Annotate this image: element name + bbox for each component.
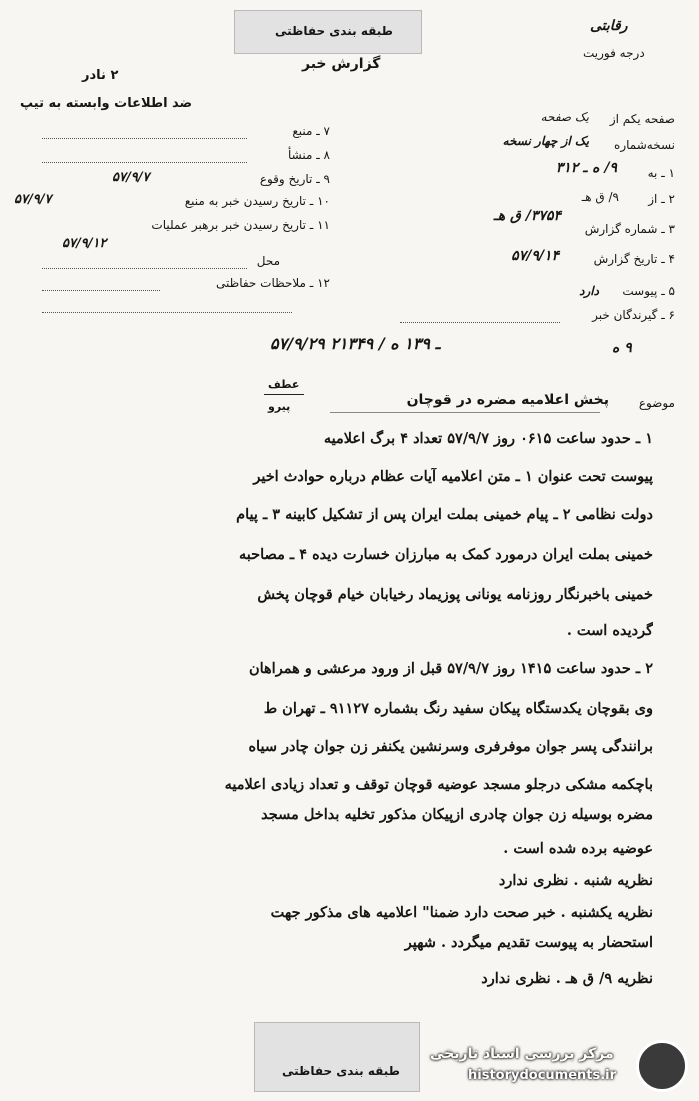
- field-leader-arrival-label: ۱۱ ـ تاریخ رسیدن خبر برهبر عملیات: [151, 218, 330, 232]
- field-source: ۷ ـ منبع: [292, 124, 330, 138]
- field-from-label: ۲ ـ از: [648, 192, 675, 206]
- archive-logo-url: historydocuments.ir: [468, 1068, 617, 1083]
- classification-label-bottom: طبقه بندی حفاظتی: [282, 1064, 400, 1078]
- body-line: نظریه شنبه . نظری ندارد: [498, 872, 653, 889]
- body-line: ۱ ـ حدود ساعت ۰۶۱۵ روز ۵۷/۹/۷ تعداد ۴ برگ اعلامیه: [323, 430, 653, 447]
- body-line: برانندگی پسر جوان موفرفری وسرنشین یکنفر زن جوان چادر سیاه: [248, 738, 653, 755]
- field-origin: ۸ ـ منشأ: [287, 148, 330, 162]
- field-copy-label: نسخه‌شماره: [614, 138, 675, 152]
- priority-handwritten: رقابتی: [590, 18, 628, 34]
- field-copy-value: یک از چهار نسخه: [502, 134, 589, 148]
- body-line: عوضیه برده شده است .: [503, 840, 653, 857]
- archive-logo-icon: [636, 1040, 688, 1092]
- subject-value: پخش اعلامیه مضره در قوچان: [406, 392, 609, 408]
- field-to-label: ۱ ـ به: [647, 166, 675, 180]
- archive-logo-text: مرکز بررسی اسناد تاریخی: [430, 1046, 614, 1062]
- field-recipients-label: ۶ ـ گیرندگان خبر: [592, 308, 675, 322]
- subject-label: موضوع: [638, 396, 675, 410]
- priority-label: درجه فوریت: [583, 46, 645, 60]
- field-source-arrival-value: ۵۷/۹/۷: [14, 192, 52, 207]
- atf-label: عطف: [268, 378, 300, 391]
- peyrow-label: پیرو: [268, 400, 291, 413]
- classification-label-top: طبقه بندی حفاظتی: [275, 24, 393, 38]
- handwritten-date-note: ۲ نادر: [82, 68, 119, 83]
- field-attachment-value: دارد: [579, 284, 599, 298]
- field-from-value: ۹/ ق هـ: [581, 190, 619, 204]
- field-origin-line: [42, 162, 247, 163]
- field-leader-arrival-value: ۵۷/۹/۱۲: [62, 236, 107, 251]
- field-report-date-value: ۵۷/۹/۱۴: [511, 248, 559, 264]
- body-line: باچکمه مشکی درجلو مسجد عوضیه قوچان توقف و تعداد زیادی اعلامیه: [224, 776, 653, 793]
- body-line: خمینی باخبرنگار روزنامه یونانی پوزیماد رخیابان خیام قوچان پخش: [257, 586, 653, 603]
- reference-suffix: ۹ ه: [612, 340, 632, 356]
- field-recipients-line: [400, 322, 560, 323]
- field-to-value: ۹/ ه ـ ۳۱۲: [555, 160, 617, 176]
- body-line: وی بقوچان یکدستگاه پیکان سفید رنگ بشماره ۹۱۱۲۷ ـ تهران ط: [263, 700, 653, 717]
- unit-subtitle: ضد اطلاعات وابسته به تیپ: [20, 96, 193, 111]
- body-line: استحضار به پیوست تقدیم میگردد . شهپر: [404, 934, 653, 951]
- field-page-label: صفحه یکم از: [609, 112, 675, 126]
- classification-stamp-bottom: [254, 1022, 420, 1092]
- body-line: گردیده است .: [566, 622, 653, 639]
- document-title: گزارش خبر: [302, 56, 381, 72]
- field-report-number-label: ۳ ـ شماره گزارش: [584, 222, 675, 236]
- field-source-line: [42, 138, 247, 139]
- body-line: خمینی بملت ایران درمورد کمک به مبارزان خسارت دیده ۴ ـ مصاحبه: [239, 546, 653, 563]
- field-occurrence-date-value: ۵۷/۹/۷: [112, 170, 150, 185]
- field-location-label: محل: [256, 254, 280, 268]
- reference-number-handwritten: ۵۷/۹/۲۹ ـ ۱۳۹ ه / ۲۱۳۴۹: [270, 334, 441, 353]
- field-page-value: یک صفحه: [540, 110, 589, 124]
- body-line: مضره بوسیله زن جوان چادری ازپیکان مذکور تخلیه بداخل مسجد: [261, 806, 653, 823]
- body-line: نظریه ۹/ ق هـ . نظری ندارد: [481, 970, 653, 987]
- body-line: ۲ ـ حدود ساعت ۱۴۱۵ روز ۵۷/۹/۷ قبل از ورود مرعشی و همراهان: [248, 660, 653, 677]
- field-blank-line: [42, 312, 292, 313]
- field-report-number-value: ۳۷۵۴/ ق هـ: [493, 208, 561, 224]
- subject-underline: [330, 412, 600, 413]
- body-line: نظریه یکشنبه . خبر صحت دارد ضمنا" اعلامیه های مذکور جهت: [270, 904, 653, 921]
- body-line: پیوست تحت عنوان ۱ ـ متن اعلامیه آیات عظام درباره حوادث اخیر: [253, 468, 653, 485]
- field-report-date-label: ۴ ـ تاریخ گزارش: [593, 252, 675, 266]
- field-occurrence-date-label: ۹ ـ تاریخ وقوع: [259, 172, 330, 186]
- field-attachment-label: ۵ ـ پیوست: [622, 284, 675, 298]
- atf-divider: [264, 394, 304, 395]
- field-source-arrival-label: ۱۰ ـ تاریخ رسیدن خبر به منبع: [184, 194, 330, 208]
- field-location-line: [42, 268, 247, 269]
- body-line: دولت نظامی ۲ ـ پیام خمینی بملت ایران پس از تشکیل کابینه ۳ ـ پیام: [236, 506, 653, 523]
- field-security-notes-label: ۱۲ ـ ملاحظات حفاظتی: [216, 276, 330, 290]
- field-security-notes-line: [42, 290, 160, 291]
